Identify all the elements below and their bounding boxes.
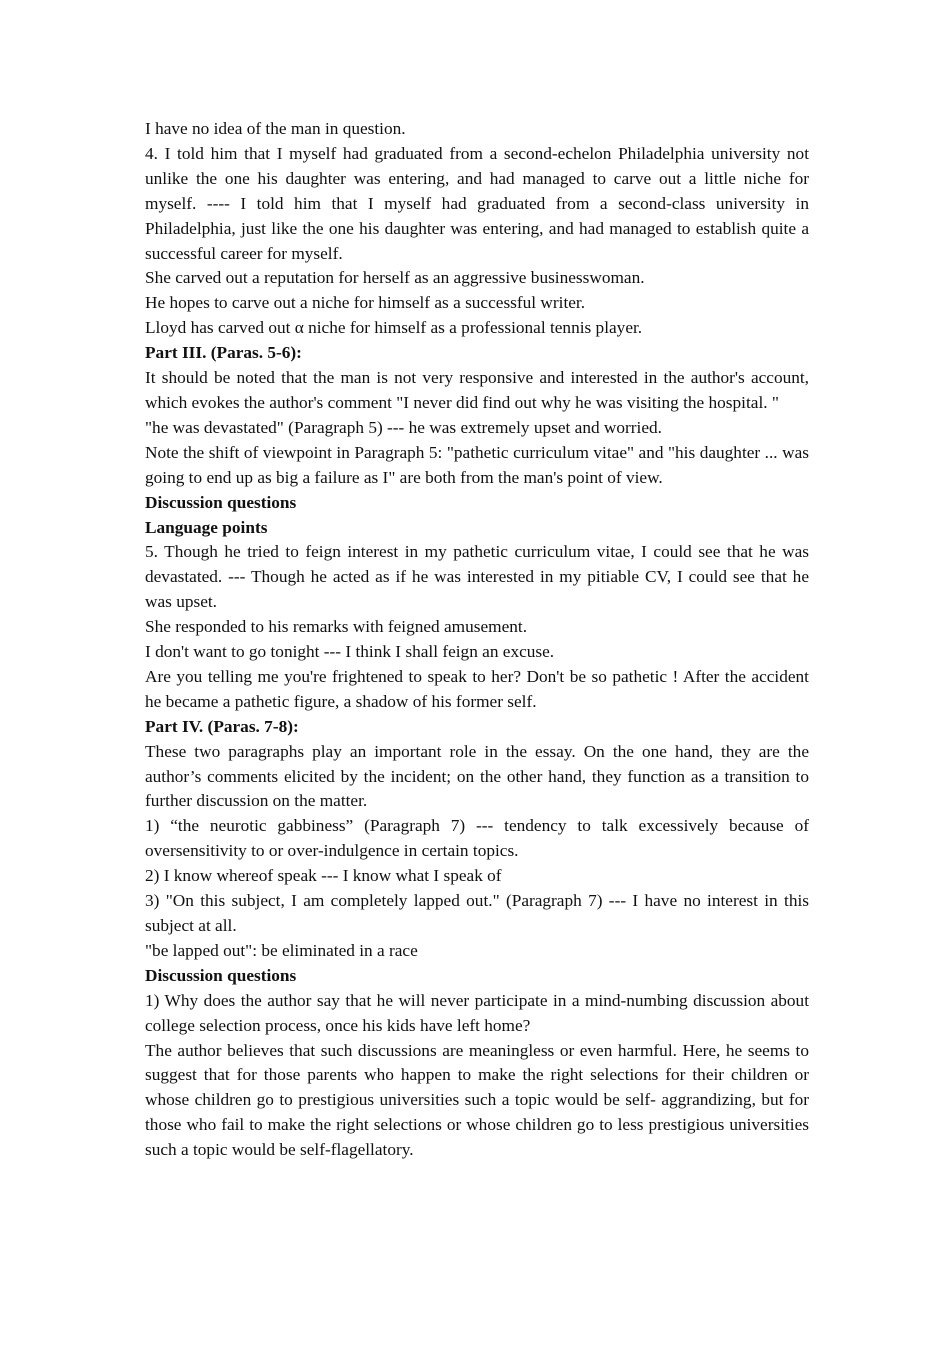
example-sentence: He hopes to carve out a niche for himself as a successful writer. [145, 293, 586, 313]
discussion-question: 1) Why does the author say that he will never participate in a mind-numbing discussion about college selection process, once his kids have left home? [145, 990, 809, 1035]
example-sentence: She responded to his remarks with feigned amusement. [145, 617, 528, 637]
list-item: 1) “the neurotic gabbiness” (Paragraph 7) --- tendency to talk excessively because of oversensitivity to or over-indulgence in certain topics. [145, 816, 809, 861]
paragraph: These two paragraphs play an important role in the essay. On the one hand, they are the author’s comments elicited by the incident; on the other hand, they function as a transition to further discussion on the matter. [145, 741, 809, 811]
section-heading-discussion: Discussion questions [145, 965, 297, 985]
example-sentence: She carved out a reputation for herself as an aggressive businesswoman. [145, 268, 645, 288]
section-heading-language-points: Language points [145, 517, 268, 537]
section-heading-part-4: Part IV. (Paras. 7-8): [145, 716, 299, 736]
paragraph-5-feign: 5. Though he tried to feign interest in my pathetic curriculum vitae, I could see that he was devastated. --- Though he acted as if he was interested in my pitiable CV, I could see that he was upset. [145, 542, 809, 612]
paragraph: It should be noted that the man is not very responsive and interested in the author's account, which evokes the author's comment "I never did find out why he was visiting the hospital. " [145, 368, 809, 412]
discussion-answer: The author believes that such discussions are meaningless or even harmful. Here, he seems to suggest that for those parents who happen to make the right selections for their children or whose children go to prestigious universities such a topic would be self- aggrandizing, but for those who fail to make the right selections or whose children go to less prestigious universities such a topic would be self-flagellatory. [145, 1040, 809, 1160]
text-line: "he was devastated" (Paragraph 5) --- he was extremely upset and worried. [145, 417, 662, 437]
paragraph: Note the shift of viewpoint in Paragraph 5: "pathetic curriculum vitae" and "his daughter ... was going to end up as big a failure as I" are both from the man's point of view. [145, 442, 809, 487]
section-heading-part-3: Part III. (Paras. 5-6): [145, 343, 302, 363]
example-sentence: Are you telling me you're frightened to speak to her? Don't be so pathetic ! After the accident he became a pathetic figure, a shadow of his former self. [145, 666, 809, 711]
paragraph-4-carve-out: 4. I told him that I myself had graduated from a second-echelon Philadelphia university not unlike the one his daughter was entering, and had managed to carve out a little niche for myself. ---- I told him that I myself had graduated from a second-class university in Philadelphia, just like the one his daughter was entering, and had managed to establish quite a successful career for myself. [145, 143, 809, 263]
list-item: 2) I know whereof speak --- I know what I speak of [145, 866, 502, 886]
text-line: "be lapped out": be eliminated in a race [145, 940, 418, 960]
list-item: 3) "On this subject, I am completely lapped out." (Paragraph 7) --- I have no interest in this subject at all. [145, 891, 809, 935]
document-page [145, 117, 809, 1163]
example-sentence: Lloyd has carved out α niche for himself as a professional tennis player. [145, 318, 643, 338]
text-line: I have no idea of the man in question. [145, 119, 406, 138]
example-sentence: I don't want to go tonight --- I think I shall feign an excuse. [145, 642, 555, 662]
section-heading-discussion: Discussion questions [145, 492, 297, 512]
